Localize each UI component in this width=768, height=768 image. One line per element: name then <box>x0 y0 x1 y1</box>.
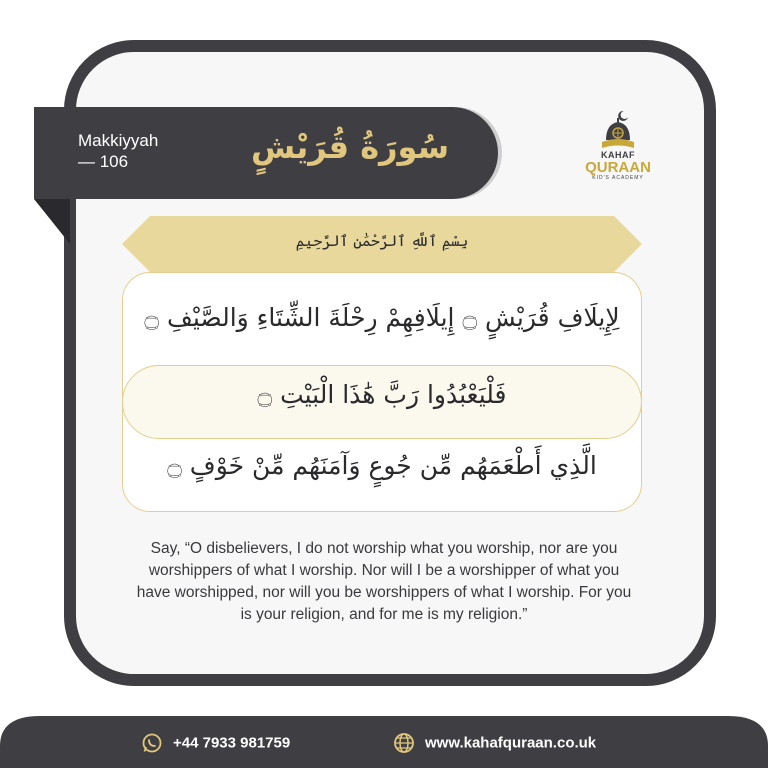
website-link[interactable] <box>393 732 596 754</box>
surah-meta <box>78 130 158 172</box>
ayah-4: الَّذِي أَطْعَمَهُم مِّن جُوعٍ وَآمَنَهُم مِّنْ خَوْفٍ ۝ <box>167 451 597 480</box>
logo-line-3: KID'S ACADEMY <box>592 175 644 181</box>
revelation-type: Makkiyyah <box>78 131 159 150</box>
whatsapp-icon <box>141 732 163 754</box>
logo-line-2: QURAAN <box>585 159 651 176</box>
globe-icon <box>393 732 415 754</box>
academy-logo <box>580 108 656 192</box>
phone-number: +44 7933 981759 <box>173 734 291 752</box>
phone-contact[interactable] <box>141 732 290 754</box>
surah-number: — 106 <box>78 152 129 171</box>
logo-line-1: KAHAF <box>601 150 635 160</box>
translation-text: Say, “O disbelievers, I do not worship what you worship, nor are you worshippers of what I worship. Nor will I be a worshipper of what you have worshipped, nor will you be worshippers of what I worship. For you is your religion, and for me is my religion.” <box>136 540 632 623</box>
surah-title: سُورَةُ قُرَيْشٍ <box>250 128 450 166</box>
bismillah: بِسْمِ ٱللَّهِ ٱلرَّحْمَٰنِ ٱلرَّحِيمِ <box>295 232 469 250</box>
website-url: www.kahafquraan.co.uk <box>425 734 597 752</box>
mosque-icon <box>598 108 638 152</box>
ayah-3: فَلْيَعْبُدُوا رَبَّ هَٰذَا الْبَيْتِ ۝ <box>257 380 507 409</box>
ayah-1-2: لِإِيلَافِ قُرَيْشٍ ۝ إِيلَافِهِمْ رِحْلَةَ الشِّتَاءِ وَالصَّيْفِ ۝ <box>144 303 620 332</box>
banner-fold <box>34 199 70 244</box>
footer-bar <box>0 716 768 768</box>
